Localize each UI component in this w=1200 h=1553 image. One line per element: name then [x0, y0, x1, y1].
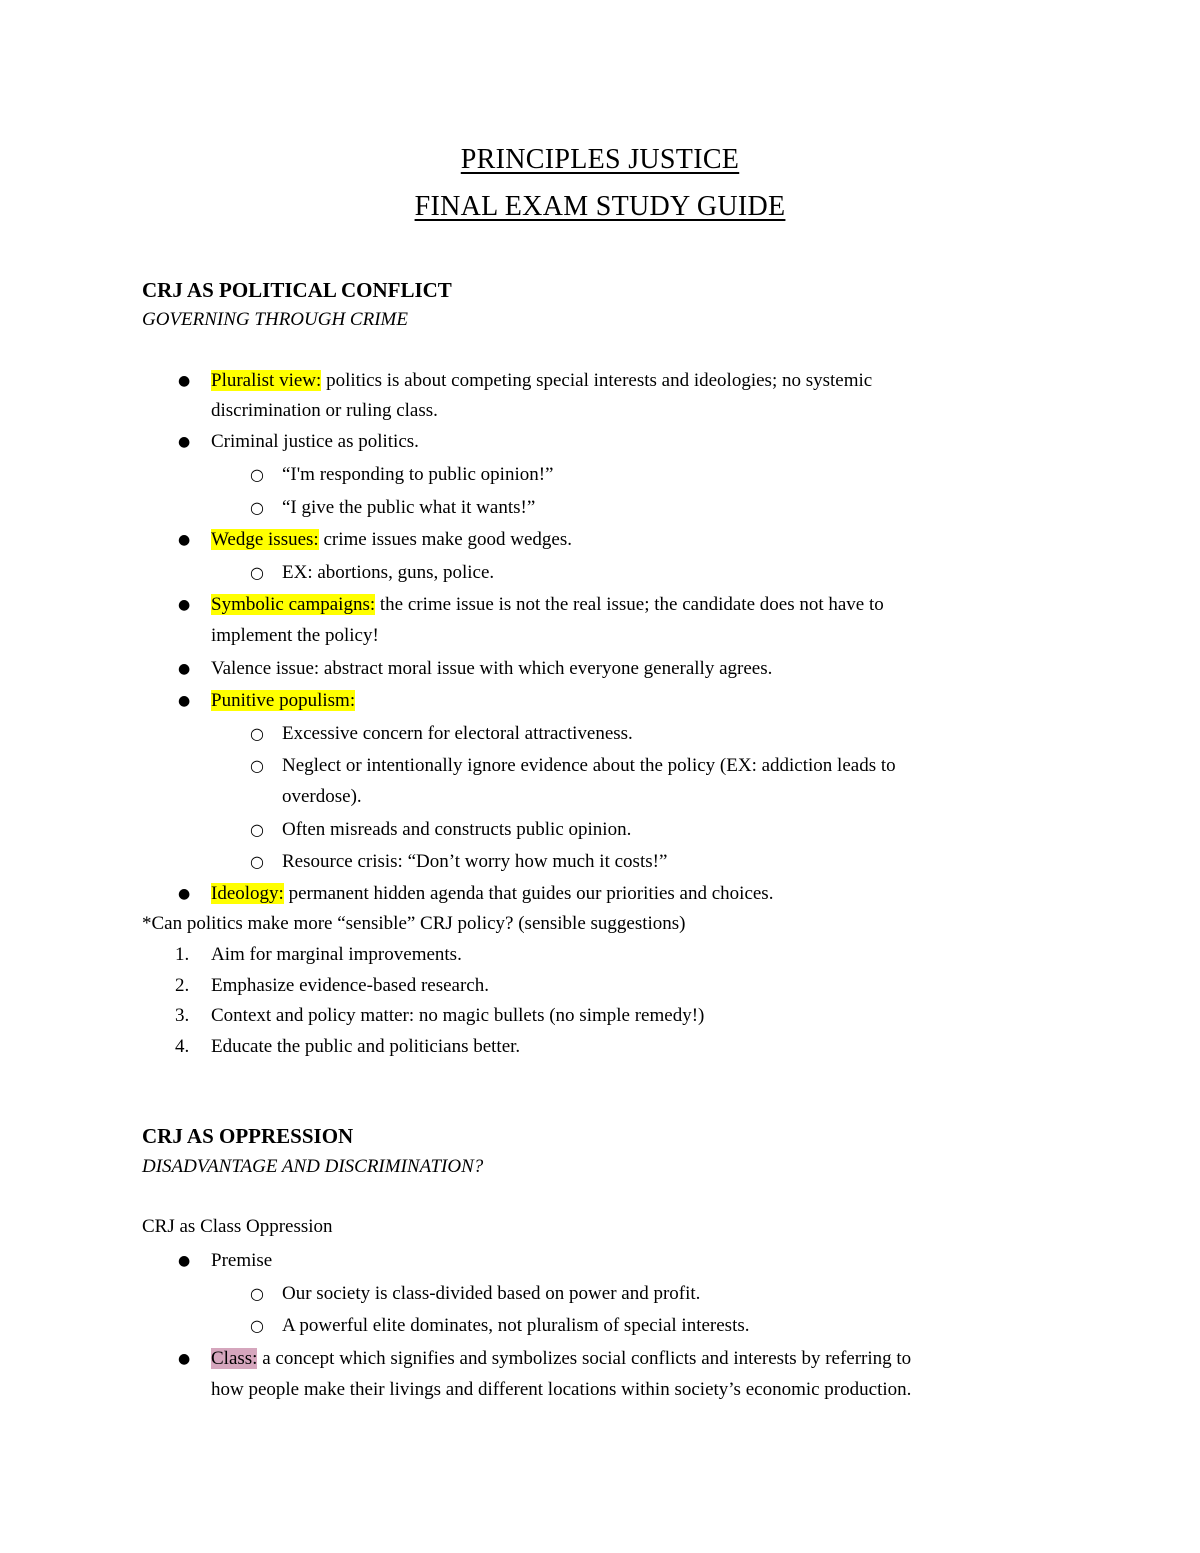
- list-item-continuation: implement the policy!: [211, 625, 379, 646]
- section2-subheading: DISADVANTAGE AND DISCRIMINATION?: [142, 1156, 484, 1177]
- numbered-item: Educate the public and politicians better.: [211, 1036, 521, 1057]
- list-number: 2.: [175, 975, 190, 996]
- sub-list-item: Neglect or intentionally ignore evidence about the policy (EX: addiction leads to: [282, 755, 896, 776]
- hollow-bullet-icon: ○: [250, 465, 264, 484]
- list-item: Symbolic campaigns: the crime issue is not the real issue; the candidate does not have to: [211, 594, 884, 615]
- numbered-item: Aim for marginal improvements.: [211, 944, 462, 965]
- bullet-icon: ●: [178, 532, 191, 548]
- list-item: Ideology: permanent hidden agenda that guides our priorities and choices.: [211, 883, 774, 904]
- term-highlight-pink: Class:: [211, 1348, 258, 1369]
- bullet-icon: ●: [178, 434, 191, 450]
- list-item: Criminal justice as politics.: [211, 431, 419, 452]
- bullet-icon: ●: [178, 693, 191, 709]
- doc-title-line2: FINAL EXAM STUDY GUIDE: [414, 191, 786, 222]
- sub-list-item: Our society is class-divided based on power and profit.: [282, 1283, 701, 1304]
- bullet-icon: ●: [178, 373, 191, 389]
- list-number: 4.: [175, 1036, 190, 1057]
- hollow-bullet-icon: ○: [250, 820, 264, 839]
- hollow-bullet-icon: ○: [250, 724, 264, 743]
- term-highlight: Punitive populism:: [211, 690, 356, 711]
- bullet-icon: ●: [178, 661, 191, 677]
- numbered-item: Context and policy matter: no magic bullets (no simple remedy!): [211, 1005, 705, 1026]
- section1-heading: CRJ AS POLITICAL CONFLICT: [142, 278, 452, 302]
- term-highlight: Symbolic campaigns:: [211, 594, 376, 615]
- section2-heading: CRJ AS OPPRESSION: [142, 1124, 354, 1148]
- term-highlight: Ideology:: [211, 883, 284, 904]
- list-item: Wedge issues: crime issues make good wedges.: [211, 529, 572, 550]
- section1-subheading: GOVERNING THROUGH CRIME: [142, 309, 408, 330]
- list-item: Class: a concept which signifies and symbolizes social conflicts and interests by referring to: [211, 1348, 912, 1369]
- sub-list-item: EX: abortions, guns, police.: [282, 562, 495, 583]
- bullet-icon: ●: [178, 1253, 191, 1269]
- list-item: Premise: [211, 1250, 273, 1271]
- list-item-continuation: discrimination or ruling class.: [211, 400, 438, 421]
- question-line: *Can politics make more “sensible” CRJ policy? (sensible suggestions): [142, 913, 686, 934]
- bullet-icon: ●: [178, 597, 191, 613]
- doc-title-line1: PRINCIPLES JUSTICE: [460, 144, 740, 175]
- bullet-icon: ●: [178, 886, 191, 902]
- sub-list-item: Excessive concern for electoral attractiveness.: [282, 723, 633, 744]
- list-item: Valence issue: abstract moral issue with which everyone generally agrees.: [211, 658, 773, 679]
- hollow-bullet-icon: ○: [250, 563, 264, 582]
- hollow-bullet-icon: ○: [250, 1316, 264, 1335]
- list-item-continuation: how people make their livings and different locations within society’s economic production.: [211, 1379, 912, 1400]
- sub-list-item-continuation: overdose).: [282, 786, 362, 807]
- list-number: 3.: [175, 1005, 190, 1026]
- hollow-bullet-icon: ○: [250, 756, 264, 775]
- sub-list-item: “I'm responding to public opinion!”: [282, 464, 554, 485]
- list-number: 1.: [175, 944, 190, 965]
- sub-list-item: “I give the public what it wants!”: [282, 497, 536, 518]
- list-item: Pluralist view: politics is about competing special interests and ideologies; no systemic: [211, 370, 873, 391]
- sub-list-item: Resource crisis: “Don’t worry how much it costs!”: [282, 851, 668, 872]
- term-highlight: Pluralist view:: [211, 370, 322, 391]
- sub-list-item: Often misreads and constructs public opinion.: [282, 819, 632, 840]
- hollow-bullet-icon: ○: [250, 852, 264, 871]
- term-highlight: Wedge issues:: [211, 529, 319, 550]
- section2-topic: CRJ as Class Oppression: [142, 1216, 333, 1237]
- list-item: [211, 689, 355, 713]
- sub-list-item: A powerful elite dominates, not pluralism of special interests.: [282, 1315, 750, 1336]
- bullet-icon: ●: [178, 1351, 191, 1367]
- hollow-bullet-icon: ○: [250, 1284, 264, 1303]
- hollow-bullet-icon: ○: [250, 498, 264, 517]
- numbered-item: Emphasize evidence-based research.: [211, 975, 489, 996]
